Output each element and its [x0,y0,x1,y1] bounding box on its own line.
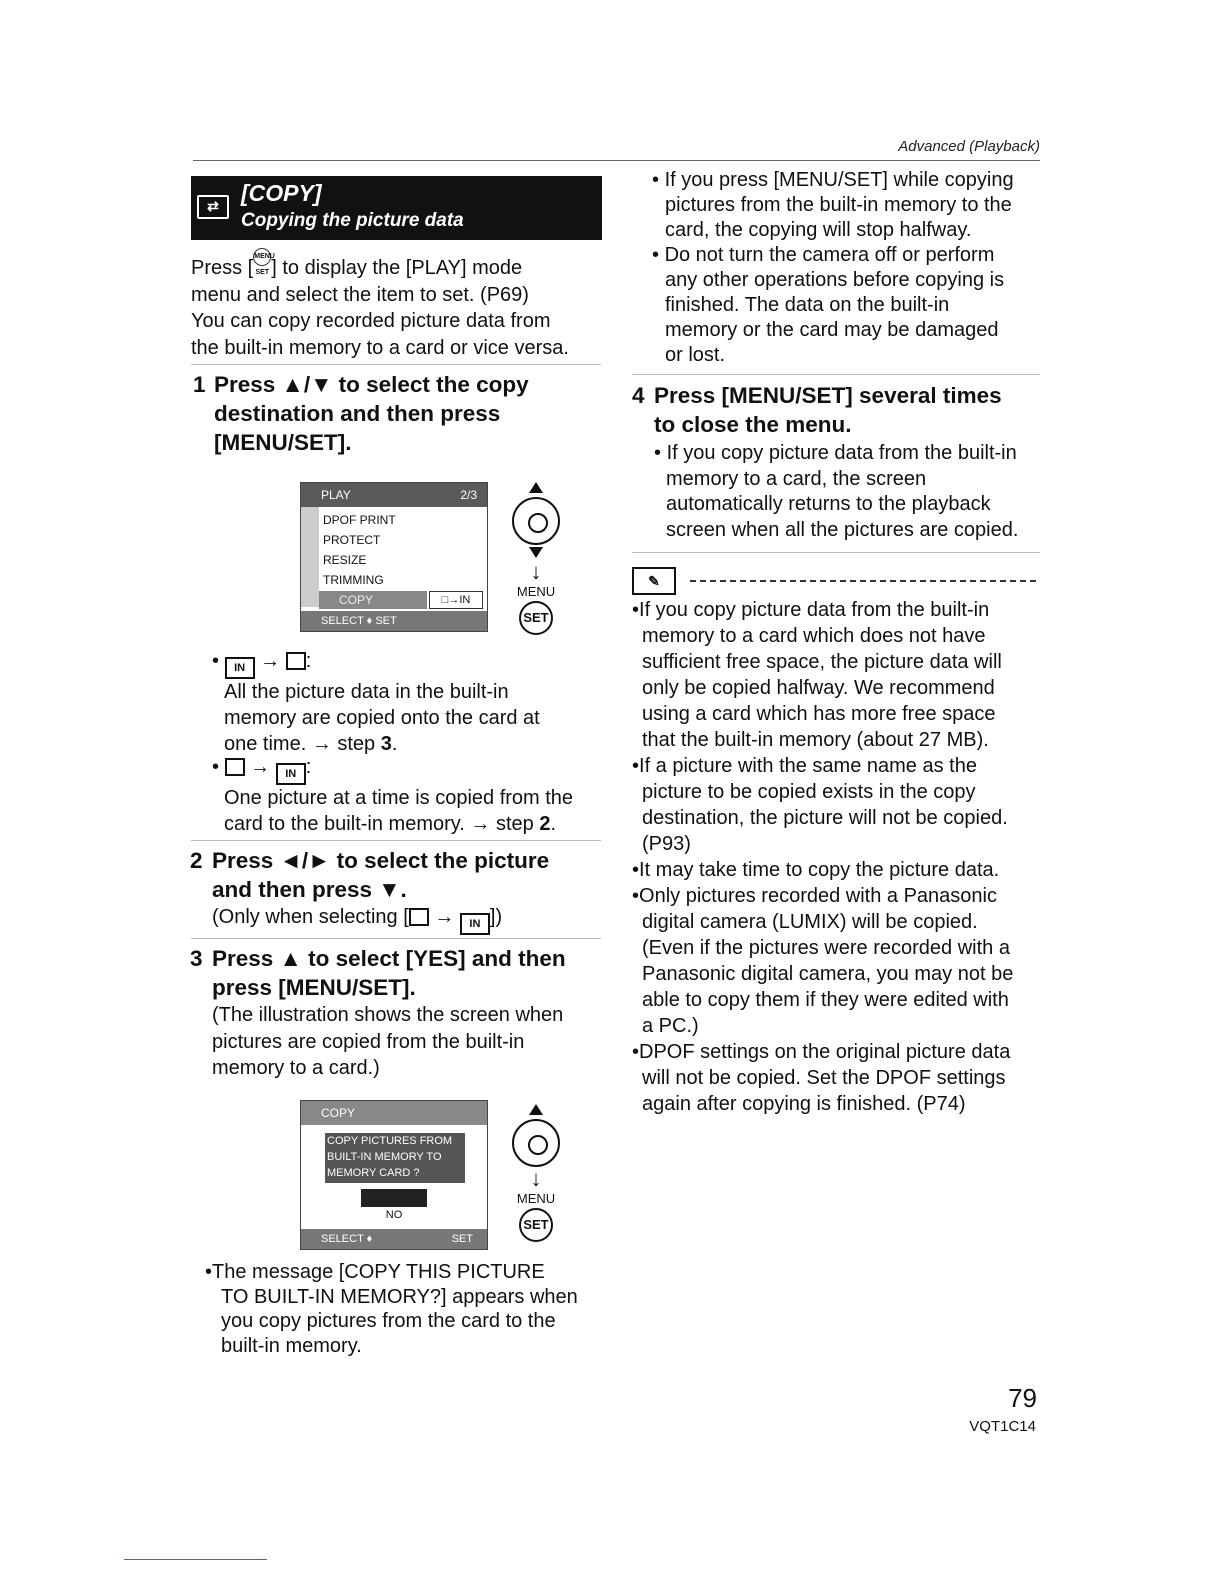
set-button-icon: SET [519,601,553,635]
step-4: 4 Press [MENU/SET] several times to close the menu. [632,383,1002,437]
down-arrow-icon [529,547,543,558]
confirm-message: COPY PICTURES FROM BUILT-IN MEMORY TO MEMORY CARD ? [325,1133,465,1183]
dpad-illustration-1: ↓ MENU SET [512,482,560,635]
up-arrow-icon [529,482,543,493]
dashed-divider [690,580,1036,582]
step-2-note: (Only when selecting [ → IN ]) [212,904,612,935]
bullet-message: •The message [COPY THIS PICTURE TO BUILT-IN MEMORY?] appears when you copy pictures from the card to the built-in memory. [205,1261,578,1357]
step-3-note: (The illustration shows the screen when pictures are copied from the built-in memory to a card.) [212,1004,564,1079]
footer-rule [124,1559,267,1560]
built-in-memory-icon: IN [276,763,306,785]
divider [632,552,1040,553]
document-code: VQT1C14 [969,1418,1036,1435]
yes-option: YES [361,1189,427,1207]
up-arrow-icon [529,1104,543,1115]
copy-icon: ⇄ [197,195,229,219]
menu-item-resize: RESIZE [323,553,367,567]
note-item: •DPOF settings on the original picture data will not be copied. Set the DPOF settings again after copying is finished. (P74) [632,1041,1011,1115]
step-number: 2 [190,848,203,873]
step-4-bullet: • If you copy picture data from the built-in memory to a card, the screen automatically returns to the playback screen when all the pictures are copied. [654,442,1019,541]
section-header [191,176,602,240]
note-item: •If you copy picture data from the built-in memory to a card which does not have sufficient free space, the picture data will only be copied halfway. We recommend using a card which has more free space that the built-in memory (about 27 MB). [632,599,1002,751]
arrow-down-icon: ↓ [530,1166,542,1191]
built-in-memory-icon: IN [225,657,255,679]
step-1: 1 Press ▲/▼ to select the copy destination and then press [MENU/SET]. [193,372,529,455]
card-icon [225,758,245,776]
section-label: Advanced (Playback) [898,138,1040,155]
divider [191,938,601,939]
note-item: •If a picture with the same name as the picture to be copied exists in the copy destination, the picture will not be copied. (P93) [632,755,1008,855]
bullet-card-to-in: • → IN : One picture at a time is copied from the card to the built-in memory. → step 2. [212,756,574,835]
step-number: 1 [193,372,206,397]
step-2: 2 Press ◄/► to select the picture and then press ▼. [190,848,550,902]
note-icon: ✎ [632,567,676,595]
divider [632,374,1040,375]
notes-list [632,597,1042,1117]
divider [191,840,601,841]
note-item: •It may take time to copy the picture data. [632,859,1000,881]
no-option: NO [385,1209,403,1221]
built-in-memory-icon: IN [460,913,490,935]
cursor-button-icon [512,1119,560,1167]
card-icon [286,652,306,670]
copy-confirm-screen: COPY COPY PICTURES FROM BUILT-IN MEMORY TO MEMORY CARD ? YES NO SELECT ♦ SET [300,1100,488,1250]
dpad-illustration-2: ↓ MENU SET [512,1104,560,1242]
section-title: [COPY] [241,180,322,206]
cursor-button-icon [512,497,560,545]
menu-item-trimming: TRIMMING [323,573,384,587]
step-number: 4 [632,383,645,408]
screen-footer: SELECT ♦ SET [301,611,487,631]
divider [191,364,601,365]
copy-option: □→IN [429,591,483,609]
note-item: •Only pictures recorded with a Panasonic digital camera (LUMIX) will be copied. (Even if the pictures were recorded with a Panasonic digital camera, you may not be able to copy them if they were edited with a PC.) [632,885,1014,1037]
set-button-icon: SET [519,1208,553,1242]
screen-footer: SELECT ♦ SET [301,1229,487,1249]
step-3: 3 Press ▲ to select [YES] and then press [MENU/SET]. [190,946,566,1000]
arrow-down-icon: ↓ [530,559,542,584]
section-subtitle: Copying the picture data [241,210,464,231]
step-number: 3 [190,946,203,971]
menu-item-copy: COPY [319,591,427,609]
right-bullet-2: • Do not turn the camera off or perform any other operations before copying is finished. The data on the built-in memory or the card may be damaged or lost. [652,244,1005,366]
bullet-in-to-card: • IN → : All the picture data in the built-in memory are copied onto the card at one time. → step 3. [212,650,540,755]
header-rule [193,160,1040,161]
menu-item-protect: PROTECT [323,533,381,547]
play-menu-screen: PLAY 2/3 DPOF PRINT PROTECT RESIZE TRIMMING COPY □→IN SELECT ♦ SET [300,482,488,632]
menu-item-dpof: DPOF PRINT [323,513,396,527]
page-number: 79 [1008,1383,1037,1413]
card-icon [409,908,429,926]
right-bullet-1: • If you press [MENU/SET] while copying pictures from the built-in memory to the card, the copying will stop halfway. [652,169,1014,241]
intro-text: Press [MENU SET ] to display the [PLAY] mode menu and select the item to set. (P69) You can copy recorded picture data from the built-in memory to a card or vice versa. [191,248,606,361]
menu-set-icon: MENU SET [253,248,271,266]
